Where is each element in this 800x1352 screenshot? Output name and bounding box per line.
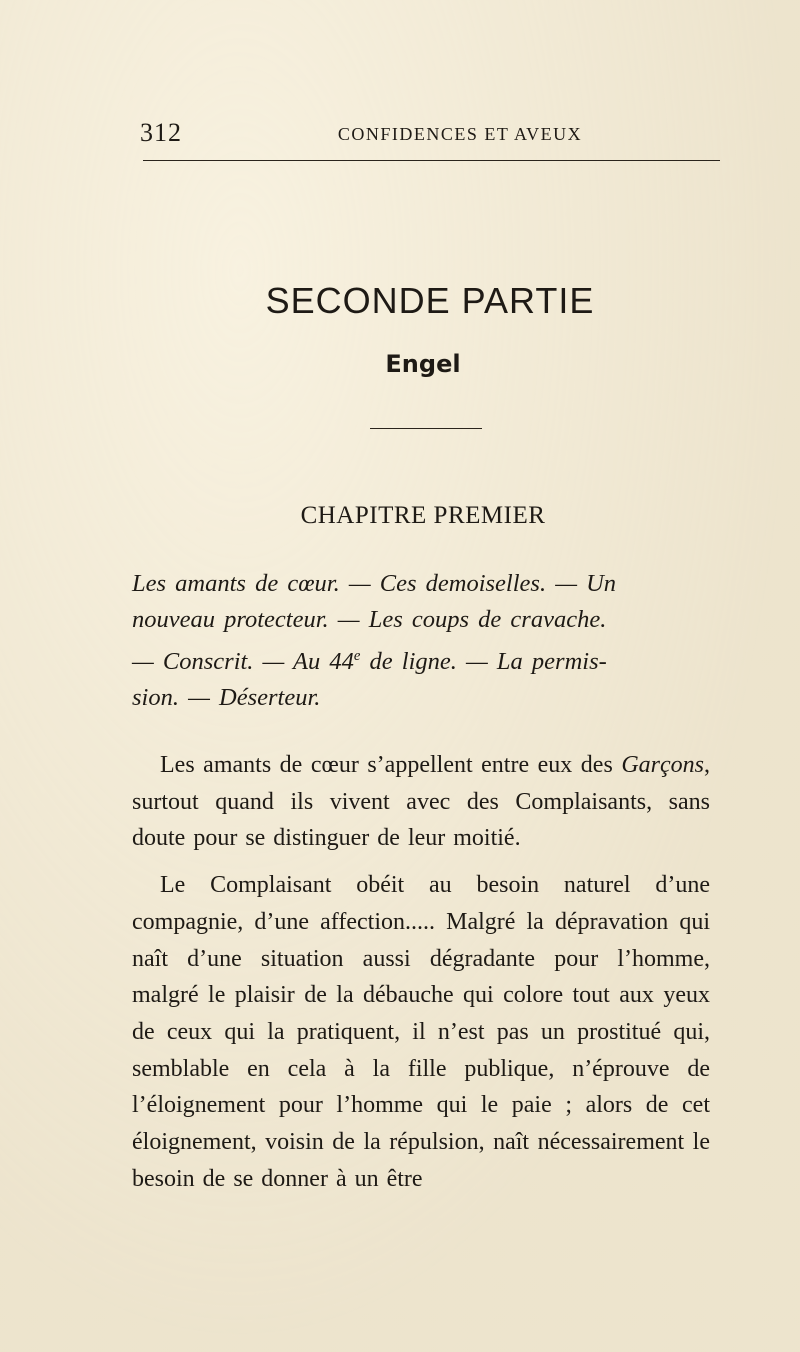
summary-line: — Conscrit. — Au 44e de ligne. — La permis- [132,648,607,676]
chapter-title: CHAPITRE PREMIER [300,502,546,529]
paragraph: Le Complaisant obéit au besoin naturel d’une compagnie, d’une affection..... Malgré la dépravation qui naît d’une situation aussi dégradante pour l’homme, malgré le plaisir de la débauche qui colore tout aux yeux de ceux qui la pratiquent, il n’est pas un prostitué qui, semblable en cela à la fille publique, n’éprouve de l’éloignement pour l’homme qui le paie ; alors de cet éloignement, voisin de la répulsion, naît nécessairement le besoin de se donner à un être [132,872,710,1192]
paragraph: Les amants de cœur s’appellent entre eux des Garçons, surtout quand ils vivent avec des Complaisants, sans doute pour se distinguer de leur moitié. [132,752,710,852]
running-head [140,118,720,152]
running-title: CONFIDENCES ET AVEUX [337,124,583,144]
section-subtitle: Engel [385,350,461,378]
part-title: SECONDE PARTIE [265,280,595,321]
section-rule [370,428,482,429]
summary-line: Les amants de cœur. — Ces demoiselles. — Un [132,570,617,597]
chapter-summary [132,566,710,716]
summary-line: sion. — Déserteur. [132,684,321,712]
header-rule [143,160,720,161]
summary-line: nouveau protecteur. — Les coups de cravache. [132,606,607,633]
page-number: 312 [140,118,182,147]
body-text [132,747,710,1197]
